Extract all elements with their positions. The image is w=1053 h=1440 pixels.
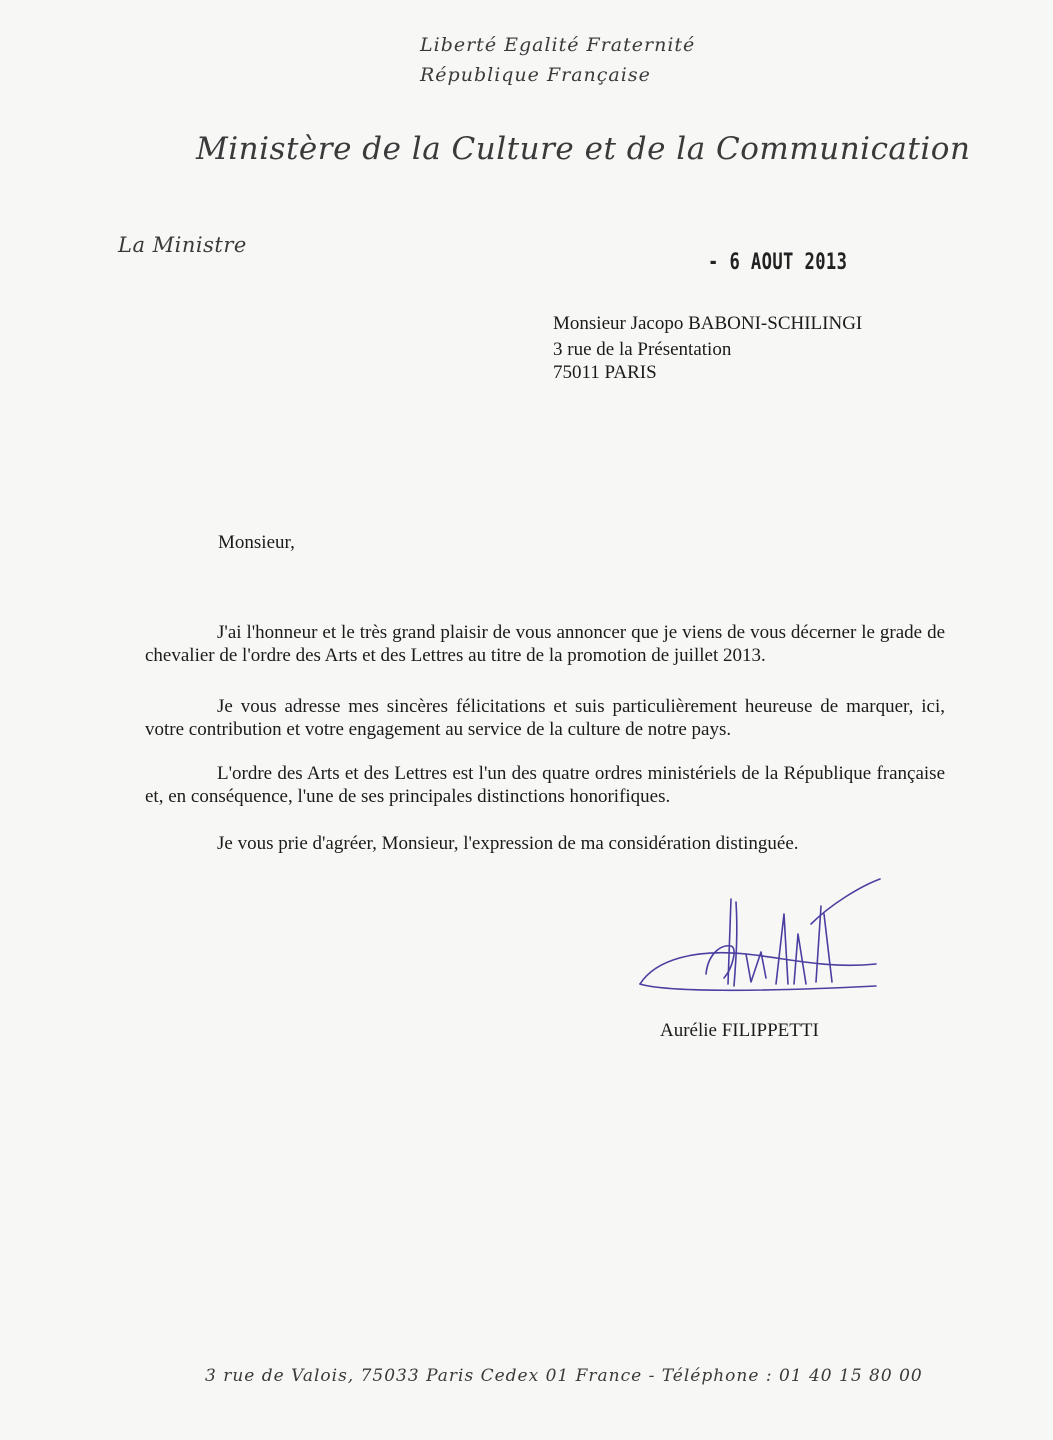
footer-address: 3 rue de Valois, 75033 Paris Cedex 01 France - Téléphone : 01 40 15 80 00 bbox=[205, 1366, 923, 1386]
signer-name: Aurélie FILIPPETTI bbox=[660, 1020, 819, 1041]
body-paragraph: J'ai l'honneur et le très grand plaisir de vous annoncer que je viens de vous décerner le grade de chevalier de l'ordre des Arts et des Lettres au titre de la promotion de juillet 2013. bbox=[145, 622, 945, 666]
handwritten-signature bbox=[636, 874, 886, 1004]
recipient-name: Monsieur Jacopo BABONI-SCHILINGI bbox=[553, 313, 863, 334]
recipient-city: 75011 PARIS bbox=[553, 362, 657, 383]
ministry-heading: Ministère de la Culture et de la Communication bbox=[196, 131, 971, 167]
sender-role: La Ministre bbox=[118, 233, 247, 257]
body-paragraph: Je vous prie d'agréer, Monsieur, l'expression de ma considération distinguée. bbox=[217, 833, 799, 854]
republic-motto: Liberté Egalité Fraternité bbox=[420, 34, 696, 56]
republic-name: République Française bbox=[420, 64, 651, 86]
salutation: Monsieur, bbox=[218, 532, 295, 553]
body-paragraph: L'ordre des Arts et des Lettres est l'un des quatre ordres ministériels de la République française et, en conséquence, l'une de ses principales distinctions honorifiques. bbox=[145, 763, 945, 807]
recipient-street: 3 rue de la Présentation bbox=[553, 339, 732, 360]
date-stamp: - 6 AOUT 2013 bbox=[708, 250, 848, 275]
body-paragraph: Je vous adresse mes sincères félicitations et suis particulièrement heureuse de marquer, ici, votre contribution et votre engagement au service de la culture de notre pays. bbox=[145, 696, 945, 740]
